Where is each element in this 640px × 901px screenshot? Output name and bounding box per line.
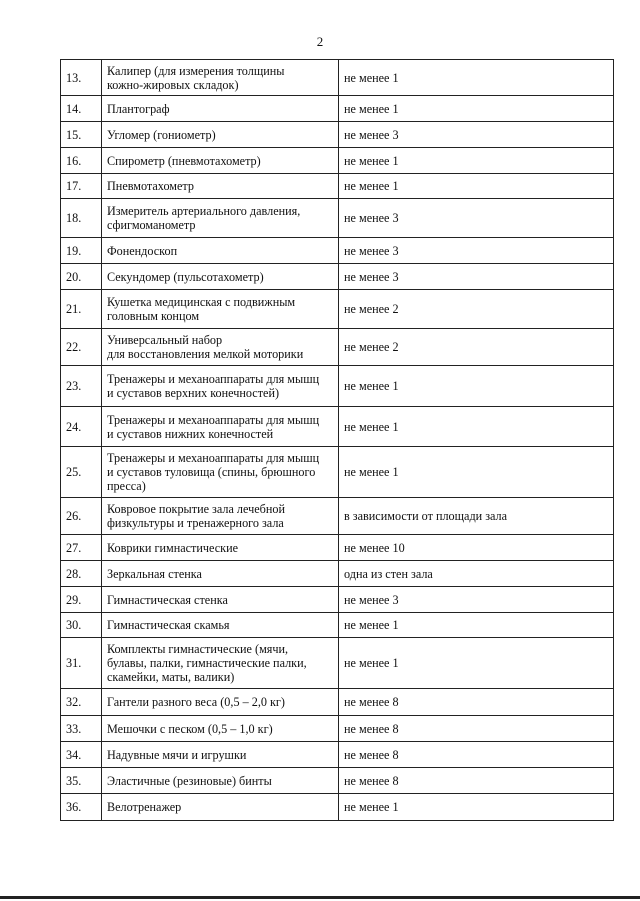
row-number: 19. (61, 238, 102, 264)
row-number: 32. (61, 689, 102, 716)
table-row (61, 366, 614, 407)
row-number: 33. (61, 716, 102, 742)
row-number: 36. (61, 794, 102, 821)
equipment-name: Измеритель артериального давления, сфигмоманометр (107, 204, 301, 232)
equipment-quantity: не менее 2 (339, 290, 614, 329)
row-number: 35. (61, 768, 102, 794)
row-number: 28. (61, 561, 102, 587)
equipment-name-cell (102, 199, 339, 238)
equipment-name-cell (102, 794, 339, 821)
row-number: 26. (61, 498, 102, 535)
row-number: 15. (61, 122, 102, 148)
equipment-name: Коврики гимнастические (107, 540, 239, 555)
table-row (61, 613, 614, 638)
equipment-name-cell (102, 96, 339, 122)
table-row (61, 96, 614, 122)
row-number: 18. (61, 199, 102, 238)
table-row (61, 498, 614, 535)
equipment-quantity: не менее 1 (339, 96, 614, 122)
equipment-name: Тренажеры и механоаппараты для мышц и суставов нижних конечностей (107, 412, 320, 441)
equipment-name: Тренажеры и механоаппараты для мышц и суставов туловища (спины, брюшного пресса) (107, 451, 320, 493)
equipment-name-cell (102, 638, 339, 689)
equipment-name-cell (102, 407, 339, 447)
equipment-name-cell (102, 768, 339, 794)
table-row (61, 122, 614, 148)
row-number: 25. (61, 447, 102, 498)
equipment-quantity: не менее 10 (339, 535, 614, 561)
table-row (61, 742, 614, 768)
equipment-quantity: не менее 1 (339, 407, 614, 447)
equipment-name: Тренажеры и механоаппараты для мышц и суставов верхних конечностей) (107, 372, 320, 400)
equipment-name-cell (102, 535, 339, 561)
row-number: 27. (61, 535, 102, 561)
equipment-name-cell (102, 264, 339, 290)
equipment-name-cell (102, 148, 339, 174)
equipment-name: Эластичные (резиновые) бинты (107, 773, 272, 788)
equipment-name-cell (102, 329, 339, 366)
table-row (61, 148, 614, 174)
table-row (61, 199, 614, 238)
equipment-quantity: не менее 3 (339, 122, 614, 148)
equipment-name-cell (102, 689, 339, 716)
equipment-name: Угломер (гониометр) (107, 127, 216, 142)
equipment-name: Спирометр (пневмотахометр) (107, 153, 261, 168)
row-number: 34. (61, 742, 102, 768)
equipment-name: Ковровое покрытие зала лечебной физкультуры и тренажерного зала (107, 502, 285, 530)
table-row (61, 716, 614, 742)
equipment-table (60, 59, 614, 821)
equipment-quantity: не менее 1 (339, 613, 614, 638)
equipment-name-cell (102, 366, 339, 407)
equipment-quantity: не менее 8 (339, 742, 614, 768)
equipment-name: Секундомер (пульсотахометр) (107, 269, 264, 284)
equipment-name: Плантограф (107, 101, 170, 116)
equipment-name-cell (102, 174, 339, 199)
equipment-name-cell (102, 290, 339, 329)
equipment-quantity: одна из стен зала (339, 561, 614, 587)
table-row (61, 561, 614, 587)
table-row (61, 60, 614, 96)
equipment-quantity: не менее 1 (339, 447, 614, 498)
table-row (61, 329, 614, 366)
equipment-name-cell (102, 238, 339, 264)
equipment-quantity: не менее 8 (339, 689, 614, 716)
equipment-name-cell (102, 742, 339, 768)
table-row (61, 447, 614, 498)
equipment-name-cell (102, 561, 339, 587)
equipment-name: Велотренажер (107, 800, 182, 814)
equipment-quantity: не менее 8 (339, 716, 614, 742)
row-number: 16. (61, 148, 102, 174)
row-number: 23. (61, 366, 102, 407)
equipment-name: Мешочки с песком (0,5 – 1,0 кг) (107, 721, 273, 736)
equipment-quantity: не менее 3 (339, 264, 614, 290)
row-number: 21. (61, 290, 102, 329)
row-number: 17. (61, 174, 102, 199)
equipment-name: Надувные мячи и игрушки (107, 747, 247, 762)
row-number: 20. (61, 264, 102, 290)
table-row (61, 638, 614, 689)
equipment-name: Кушетка медицинская с подвижным головным концом (107, 295, 296, 323)
row-number: 24. (61, 407, 102, 447)
table-row (61, 264, 614, 290)
equipment-name-cell (102, 613, 339, 638)
equipment-name: Фонендоскоп (107, 243, 178, 258)
table-row (61, 238, 614, 264)
equipment-name-cell (102, 716, 339, 742)
equipment-name: Зеркальная стенка (107, 566, 202, 581)
row-number: 22. (61, 329, 102, 366)
row-number: 14. (61, 96, 102, 122)
page-number: 2 (316, 34, 324, 49)
table-row (61, 587, 614, 613)
equipment-quantity: не менее 3 (339, 238, 614, 264)
equipment-quantity: не менее 1 (339, 366, 614, 407)
equipment-name: Калипер (для измерения толщины кожно-жировых складок) (107, 63, 285, 92)
equipment-quantity: не менее 1 (339, 60, 614, 96)
equipment-quantity: не менее 3 (339, 199, 614, 238)
table-row (61, 535, 614, 561)
equipment-table-body (61, 60, 614, 821)
equipment-quantity: не менее 3 (339, 587, 614, 613)
equipment-quantity: не менее 1 (339, 638, 614, 689)
row-number: 31. (61, 638, 102, 689)
equipment-name: Пневмотахометр (107, 179, 194, 193)
bottom-border (0, 896, 640, 899)
table-row (61, 174, 614, 199)
equipment-quantity: не менее 1 (339, 794, 614, 821)
row-number: 29. (61, 587, 102, 613)
table-row (61, 407, 614, 447)
equipment-name-cell (102, 122, 339, 148)
row-number: 13. (61, 60, 102, 96)
row-number: 30. (61, 613, 102, 638)
equipment-name-cell (102, 60, 339, 96)
table-row (61, 689, 614, 716)
table-row (61, 290, 614, 329)
equipment-quantity: не менее 2 (339, 329, 614, 366)
equipment-name: Гантели разного веса (0,5 – 2,0 кг) (107, 695, 285, 709)
equipment-name-cell (102, 587, 339, 613)
equipment-name: Универсальный набор для восстановления мелкой моторики (107, 333, 304, 361)
table-row (61, 794, 614, 821)
equipment-name: Гимнастическая скамья (107, 618, 230, 632)
equipment-name: Комплекты гимнастические (мячи, булавы, палки, гимнастические палки, скамейки, маты, валики) (107, 642, 307, 684)
equipment-name-cell (102, 447, 339, 498)
equipment-quantity: не менее 1 (339, 174, 614, 199)
equipment-quantity: не менее 1 (339, 148, 614, 174)
equipment-name-cell (102, 498, 339, 535)
equipment-name: Гимнастическая стенка (107, 592, 228, 607)
table-row (61, 768, 614, 794)
equipment-quantity: не менее 8 (339, 768, 614, 794)
equipment-quantity: в зависимости от площади зала (339, 498, 614, 535)
